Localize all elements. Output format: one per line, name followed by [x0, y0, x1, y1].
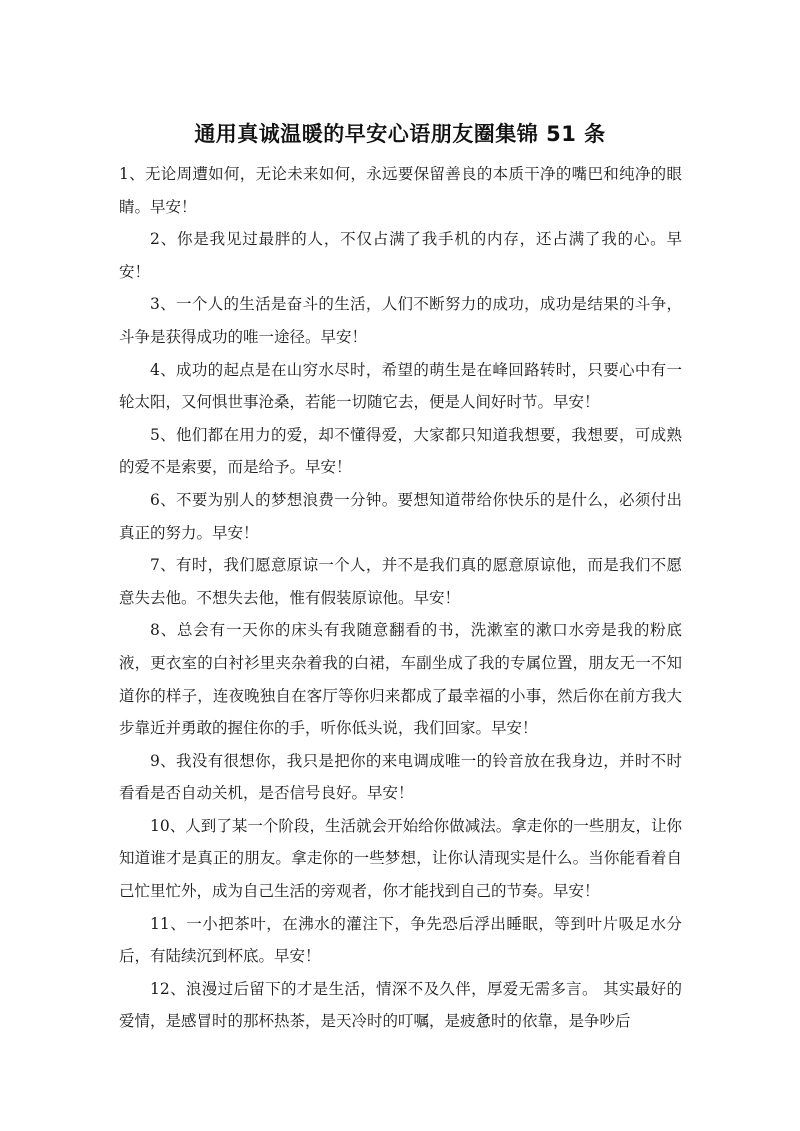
paragraph-12: 12、浪漫过后留下的才是生活，情深不及久伴，厚爱无需多言。 其实最好的爱情，是感冒时的那杯热茶，是天冷时的叮嘱，是疲惫时的依靠，是争吵后: [119, 979, 682, 1031]
paragraph-4: 4、成功的起点是在山穷水尽时，希望的萌生是在峰回路转时，只要心中有一轮太阳，又何惧世事沧桑，若能一切随它去，便是人间好时节。早安！: [119, 360, 682, 412]
document-title: 通用真诚温暖的早安心语朋友圈集锦 51 条: [194, 122, 606, 146]
document-body: [119, 158, 682, 1038]
paragraph-11: 11、一小把茶叶，在沸水的灌注下，争先恐后浮出睡眠，等到叶片吸足水分后，有陆续沉到杯底。早安！: [119, 914, 682, 966]
paragraph-2: 2、你是我见过最胖的人，不仅占满了我手机的内存，还占满了我的心。早安！: [119, 230, 682, 281]
paragraph-7: 7、有时，我们愿意原谅一个人，并不是我们真的愿意原谅他，而是我们不愿意失去他。不想失去他，惟有假装原谅他。早安！: [119, 556, 682, 607]
paragraph-3: 3、一个人的生活是奋斗的生活，人们不断努力的成功，成功是结果的斗争，斗争是获得成功的唯一途径。早安！: [119, 295, 682, 346]
paragraph-6: 6、不要为别人的梦想浪费一分钟。要想知道带给你快乐的是什么，必须付出真正的努力。早安！: [119, 490, 682, 542]
paragraph-5: 5、他们都在用力的爱，却不懂得爱，大家都只知道我想要，我想要，可成熟的爱不是索要，而是给予。早安！: [119, 425, 682, 477]
paragraph-9: 9、我没有很想你，我只是把你的来电调成唯一的铃音放在我身边，并时不时看看是否自动关机，是否信号良好。早安！: [119, 751, 682, 803]
paragraph-10: 10、人到了某一个阶段，生活就会开始给你做减法。拿走你的一些朋友，让你知道谁才是真正的朋友。拿走你的一些梦想，让你认清现实是什么。当你能看着自己忙里忙外，成为自己生活的旁观者，你才能找到自己的节奏。早安！: [119, 816, 682, 901]
paragraph-8: 8、总会有一天你的床头有我随意翻看的书，洗漱室的漱口水旁是我的粉底液，更衣室的白衬衫里夹杂着我的白裙，车副坐成了我的专属位置，朋友无一不知道你的样子，连夜晚独自在客厅等你归来都成了最幸福的小事，然后你在前方我大步靠近并勇敢的握住你的手，听你低头说，我们回家。早安！: [119, 621, 682, 738]
paragraph-1: 1、无论周遭如何，无论未来如何，永远要保留善良的本质干净的嘴巴和纯净的眼睛。早安！: [119, 165, 682, 216]
